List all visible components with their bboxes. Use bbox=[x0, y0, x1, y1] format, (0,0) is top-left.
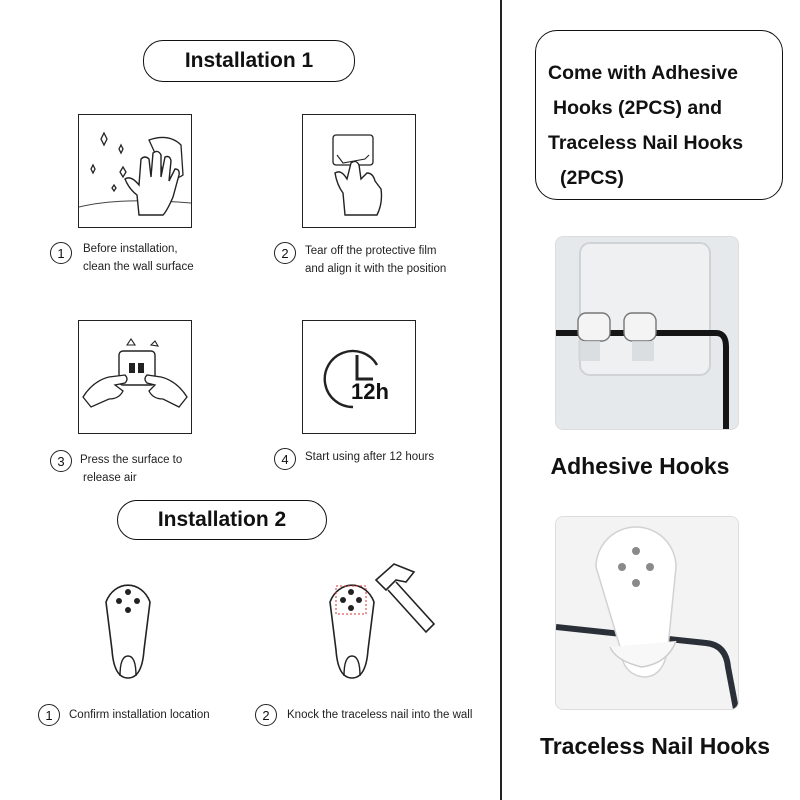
step-number-3: 3 bbox=[50, 450, 72, 472]
clock-icon bbox=[303, 321, 415, 433]
clock-label: 12h bbox=[351, 379, 389, 404]
hand-wipe-icon bbox=[79, 115, 191, 227]
step-1-text: Before installation, clean the wall surface bbox=[83, 243, 194, 273]
installation-2-title bbox=[117, 500, 327, 540]
step-number-1: 1 bbox=[50, 242, 72, 264]
column-divider bbox=[500, 0, 502, 800]
step-2-text: Tear off the protective film and align it with the position bbox=[305, 245, 447, 275]
press-hands-icon bbox=[79, 321, 191, 433]
nail-hooks-caption: Traceless Nail Hooks bbox=[539, 733, 771, 759]
adhesive-hook-icon bbox=[556, 237, 738, 429]
installation-1-title-text: Installation 1 bbox=[184, 49, 314, 72]
step2-number-1: 1 bbox=[38, 704, 60, 726]
tear-film-illustration bbox=[302, 114, 416, 228]
nail-hook-photo-icon bbox=[556, 517, 738, 709]
nail-hook-photo bbox=[555, 516, 739, 710]
installation-1-title bbox=[143, 40, 355, 82]
press-surface-illustration bbox=[78, 320, 192, 434]
clean-wall-illustration bbox=[78, 114, 192, 228]
step-4-text: Start using after 12 hours bbox=[305, 451, 435, 463]
installation-2-title-text: Installation 2 bbox=[157, 508, 287, 531]
hammer-nail-icon bbox=[322, 558, 452, 684]
step-number-4: 4 bbox=[274, 448, 296, 470]
knock-nail-text: Knock the traceless nail into the wall bbox=[287, 709, 473, 721]
step-number-2: 2 bbox=[274, 242, 296, 264]
step2-number-2: 2 bbox=[255, 704, 277, 726]
step-3-text: Press the surface to release air bbox=[80, 454, 183, 484]
adhesive-hook-photo bbox=[555, 236, 739, 430]
wait-12-hours-illustration bbox=[302, 320, 416, 434]
peel-film-icon bbox=[303, 115, 415, 227]
nail-hook-outline-icon bbox=[98, 570, 158, 682]
confirm-location-text: Confirm installation location bbox=[69, 709, 210, 721]
adhesive-hooks-caption: Adhesive Hooks bbox=[550, 453, 730, 479]
package-contents-text: Come with Adhesive Hooks (2PCS) and Traceless Nail Hooks (2PCS) bbox=[548, 62, 744, 189]
